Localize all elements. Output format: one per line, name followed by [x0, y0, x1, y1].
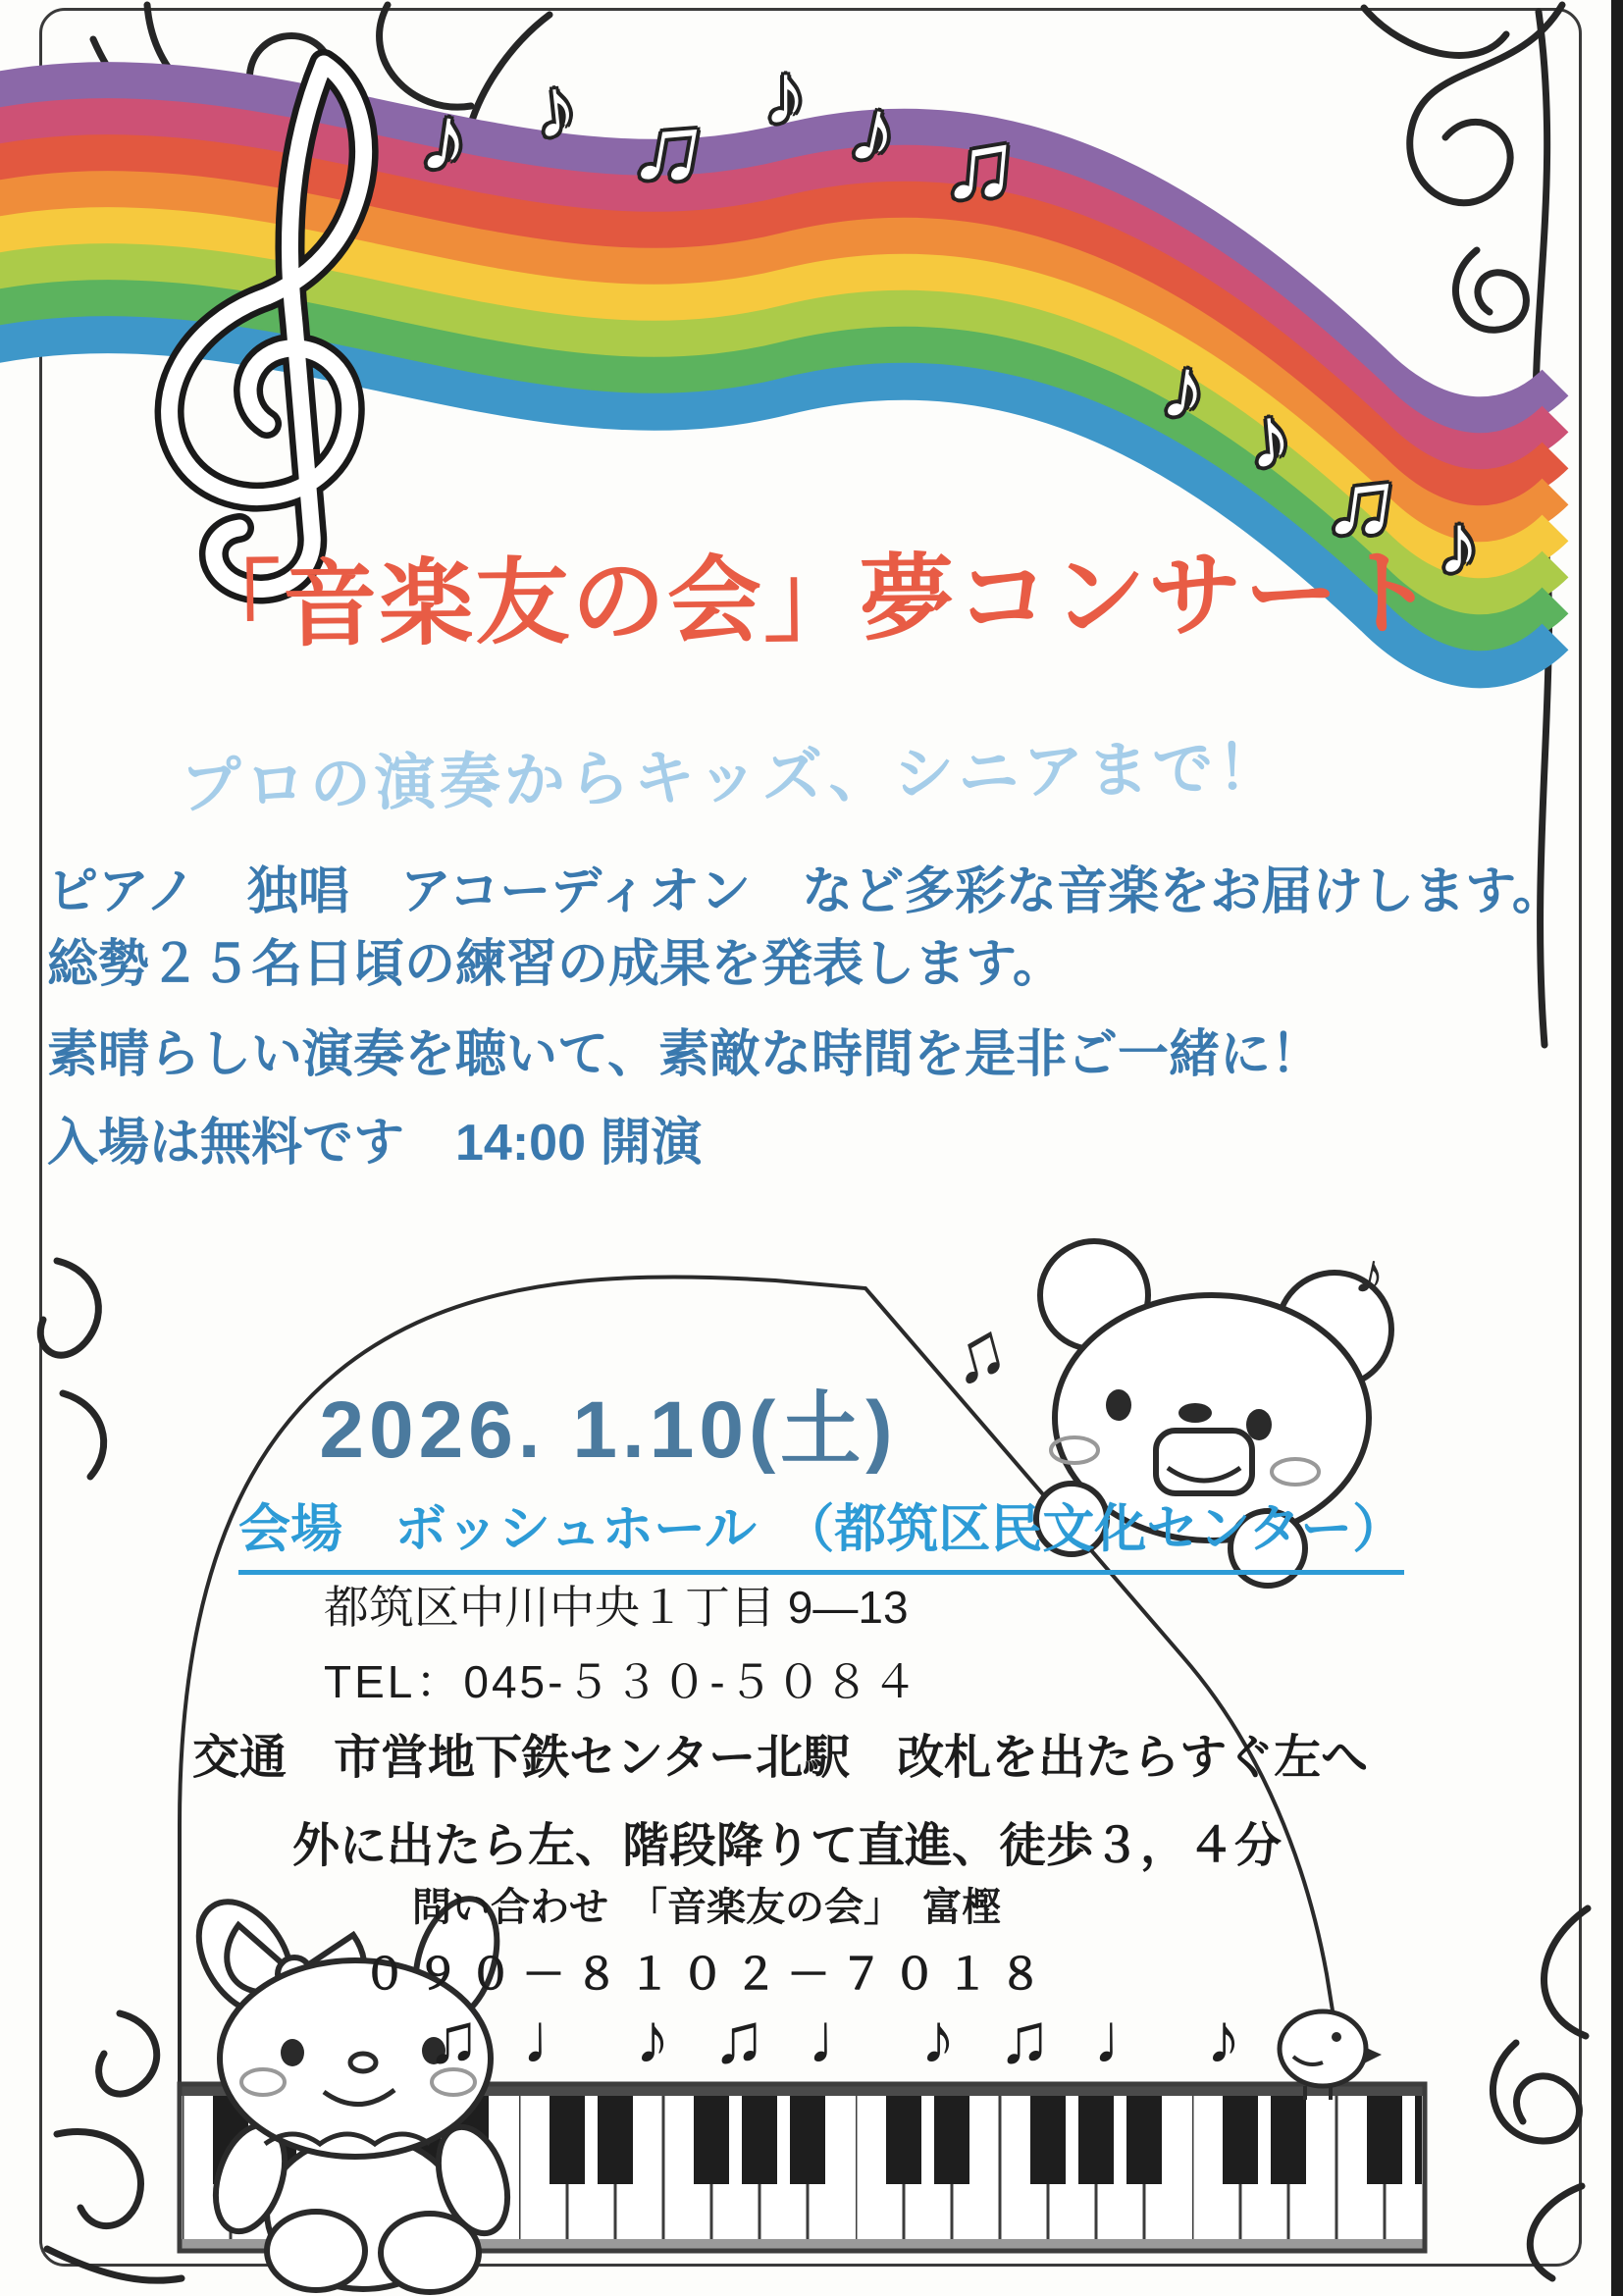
tel-line: TEL：045-５３０-５０８４ [324, 1656, 920, 1707]
keyboard-notes-row [427, 2000, 1241, 2078]
access-line-2: 外に出たら左、階段降りて直進、徒歩３，４分 [292, 1820, 1283, 1872]
contact-line: 問い合わせ 「音楽友の会」 富樫 [412, 1886, 1001, 1929]
access-line-1: 交通 市営地下鉄センター北駅 改札を出たらすぐ左へ [192, 1732, 1369, 1784]
corner-flourish-bottom-left [47, 2013, 182, 2280]
music-note-icon: ♪ [841, 78, 908, 185]
music-note-icon: ♫ [623, 86, 716, 208]
music-note-icon: ♫ [998, 2000, 1051, 2078]
admission-line: 入場は無料です 14:00 開演 [47, 1115, 703, 1172]
music-note-icon: ♩ [808, 2000, 878, 2078]
music-note-icon: ♪ [763, 45, 807, 142]
music-note-icon: ♫ [712, 2000, 765, 2078]
poster-subtitle: プロの演奏からキッズ、シニアまで！ [180, 734, 1283, 821]
poster-title: 「音楽友の会」夢コンサート [185, 541, 1438, 659]
music-note-icon: ♫ [939, 106, 1022, 224]
music-note-icon: ♪ [1206, 2000, 1241, 2078]
music-note-icon: ♫ [1319, 443, 1406, 560]
music-note-icon: ♪ [1349, 1238, 1392, 1309]
flourish-left-middle [40, 1261, 103, 1477]
music-note-icon: ♪ [414, 84, 476, 194]
music-note-icon: ♪ [920, 2000, 956, 2078]
intro-line-2: 総勢２５名日頃の練習の成果を発表します。 [47, 936, 1064, 993]
scan-edge-strip [1611, 0, 1623, 2296]
music-note-icon: ♪ [1438, 497, 1480, 592]
venue-line: 会場 ボッシュホール （都筑区民文化センター） [238, 1487, 1404, 1575]
music-note-icon: ♪ [635, 2000, 670, 2078]
music-note-icon: ♩ [1093, 2000, 1164, 2078]
intro-line-1: ピアノ 独唱 アコーディオン など多彩な音楽をお届けします。 [47, 863, 1563, 920]
music-note-icon: ♪ [1156, 337, 1213, 440]
music-note-icon: ♫ [427, 2000, 480, 2078]
address-line: 都筑区中川中央１丁目 9—13 [324, 1582, 909, 1633]
event-date: 2026. 1.10(土) [319, 1385, 898, 1475]
phone-line: ０９０－８１０２－７０１８ [363, 1951, 1052, 1999]
intro-line-3: 素晴らしい演奏を聴いて、素敵な時間を是非ご一緒に！ [47, 1026, 1322, 1083]
corner-flourish-bottom-right [1492, 1908, 1588, 2278]
music-note-icon: ♩ [522, 2000, 593, 2078]
music-note-icon: ♪ [1243, 387, 1296, 488]
music-note-icon: ♪ [530, 60, 582, 157]
music-note-icon: ♫ [938, 1303, 1017, 1402]
